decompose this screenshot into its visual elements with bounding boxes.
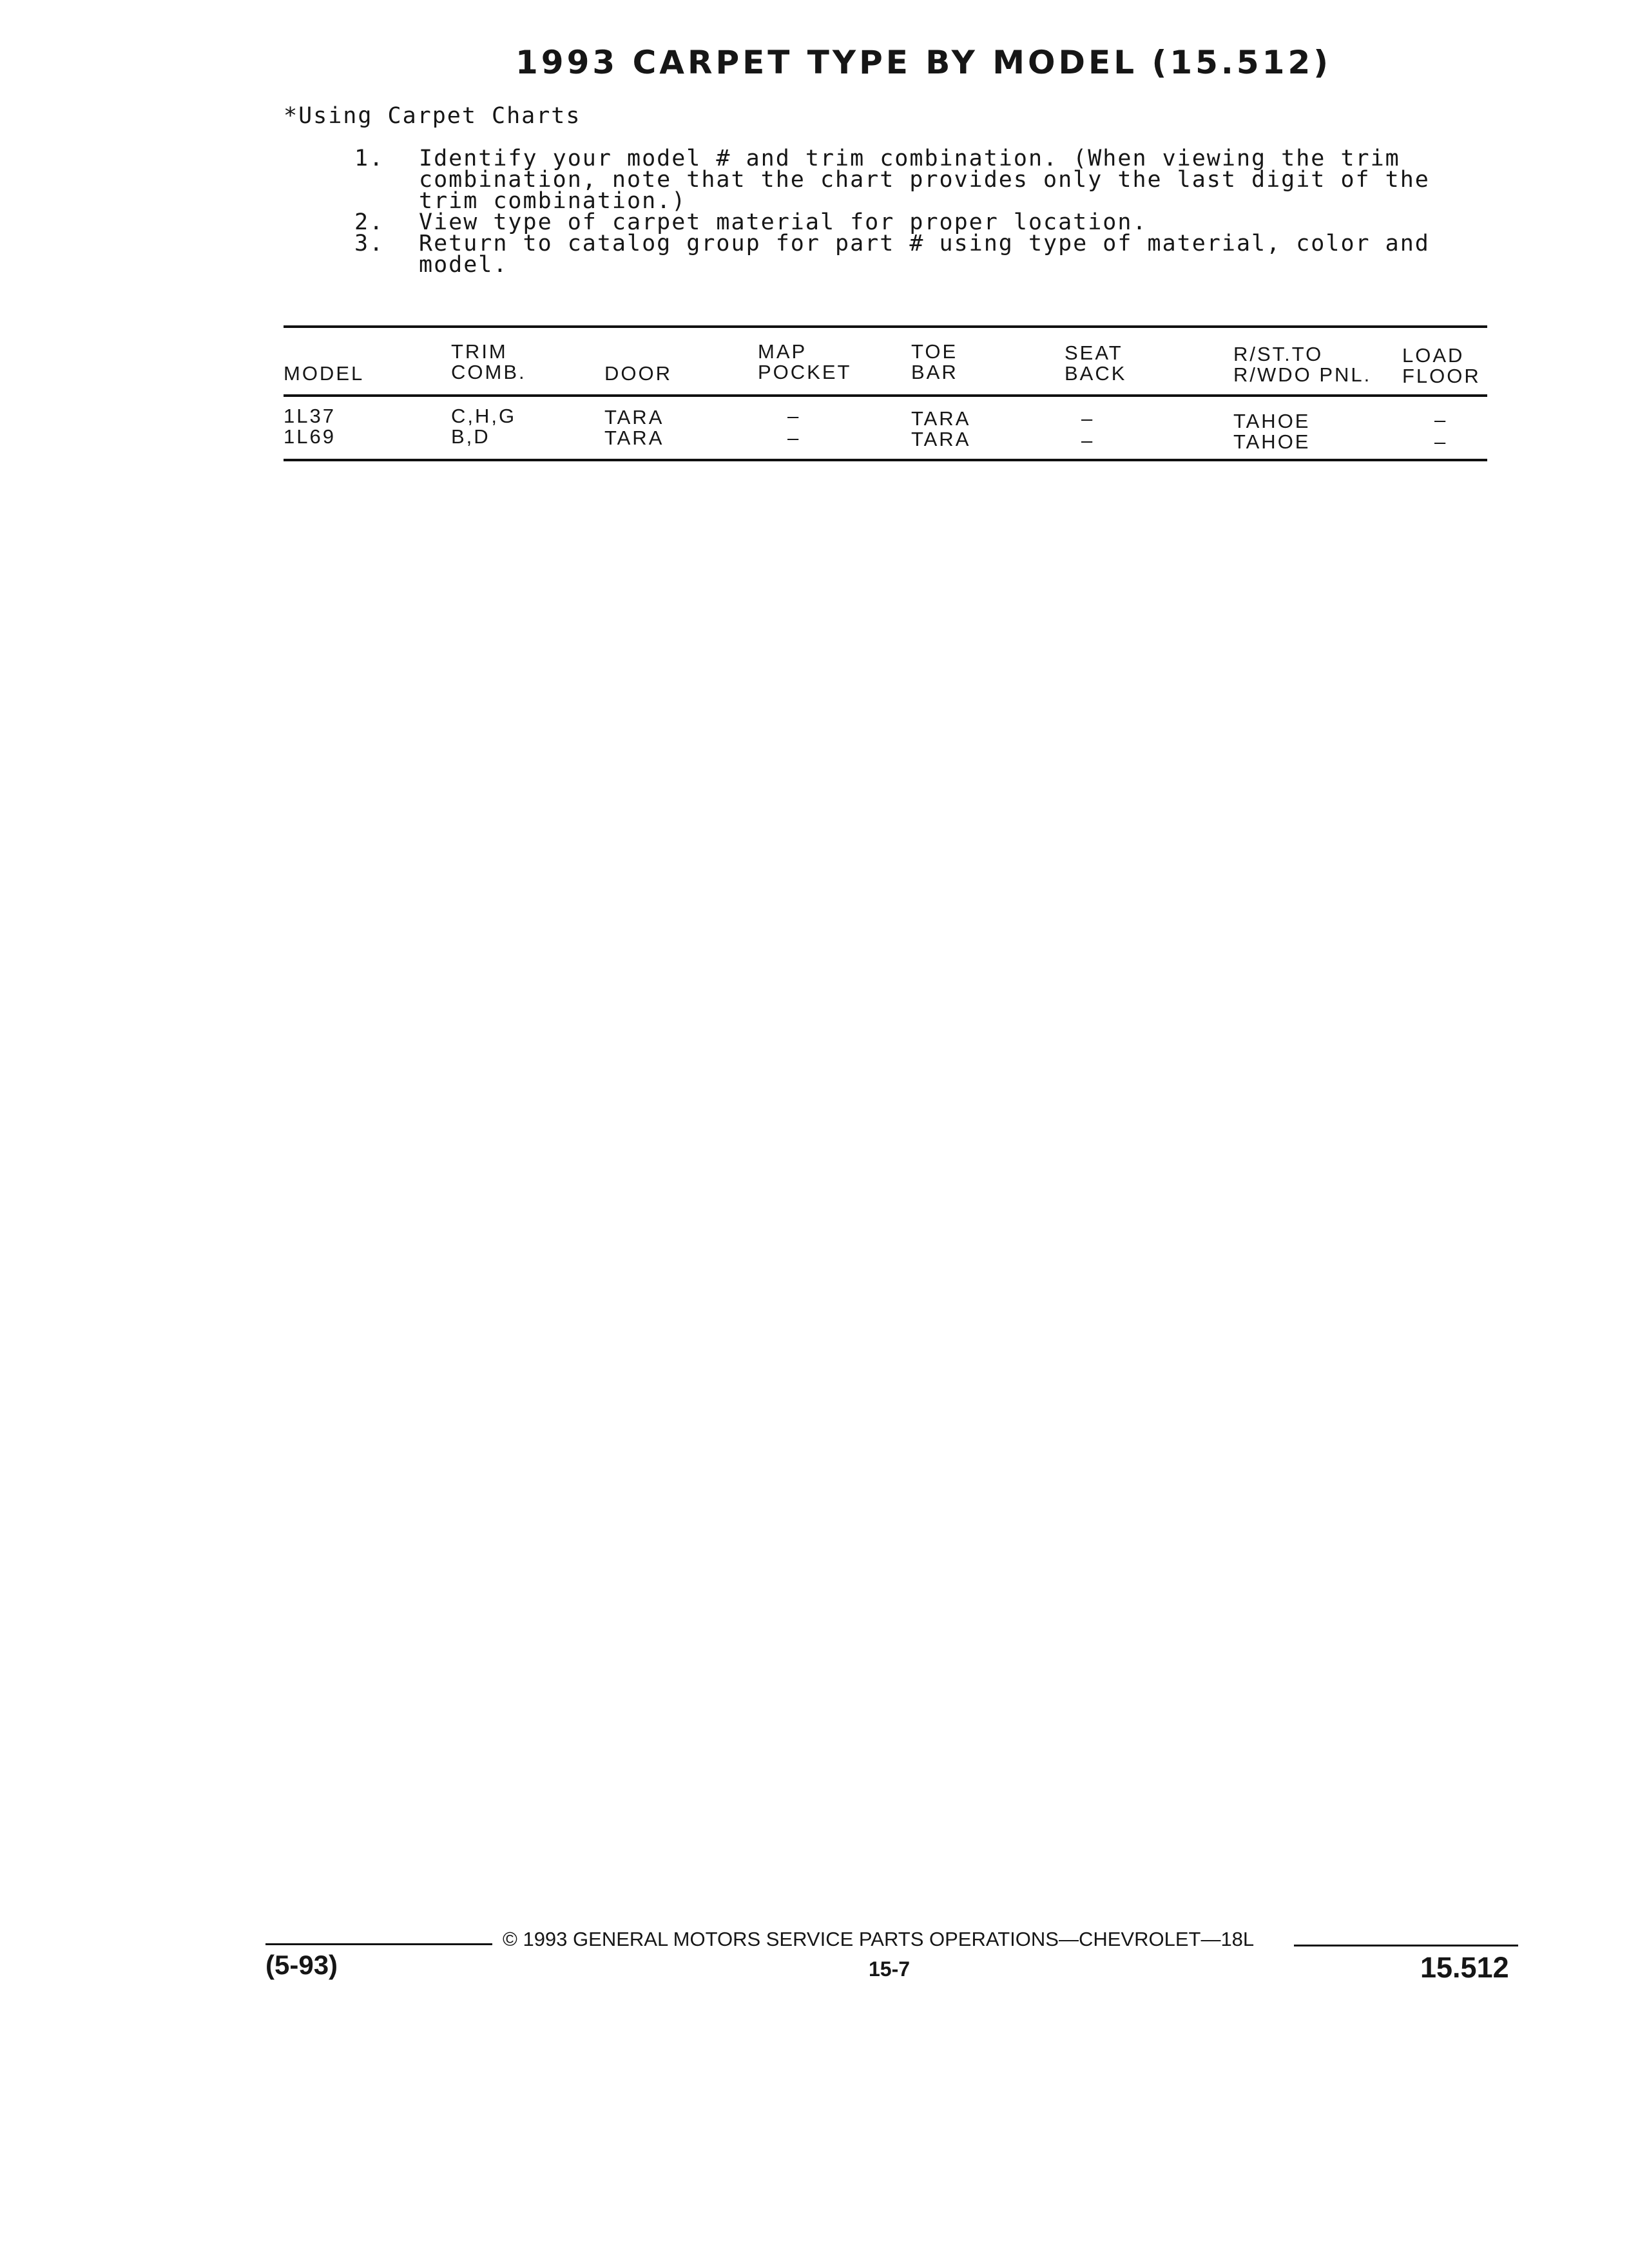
intro-heading: *Using Carpet Charts xyxy=(284,103,581,129)
step-number: 3. xyxy=(354,231,385,256)
cell-load-floor: – xyxy=(1434,430,1448,453)
cell-seat-back: – xyxy=(1081,429,1095,452)
cell-load-floor: – xyxy=(1434,408,1448,431)
footer-rule-left xyxy=(265,1943,492,1945)
instruction-step xyxy=(354,233,1482,276)
instruction-step xyxy=(354,148,1482,212)
cell-trim: C,H,G xyxy=(451,405,517,427)
footer-section-number: 15.512 xyxy=(1420,1951,1509,1984)
step-text: Return to catalog group for part # using type of material, color and model. xyxy=(419,231,1430,278)
header-toe-bar: TOE BAR xyxy=(911,340,958,383)
step-text: View type of carpet material for proper location. xyxy=(419,209,1148,235)
header-trim-comb: TRIM COMB. xyxy=(451,340,526,383)
table-header-rule xyxy=(284,394,1487,397)
cell-map-pocket: – xyxy=(787,427,801,449)
cell-toe-bar: TARA xyxy=(911,407,971,430)
cell-door: TARA xyxy=(604,406,664,428)
step-number: 2. xyxy=(354,209,385,235)
page-title: 1993 CARPET TYPE BY MODEL (15.512) xyxy=(516,44,1332,81)
step-text: Identify your model # and trim combination. (When viewing the trim combination, note that the chart provides only the last digit of the trim combination.) xyxy=(419,146,1430,214)
cell-model: 1L69 xyxy=(284,425,336,448)
cell-seat-back: – xyxy=(1081,407,1095,430)
header-map-pocket: MAP POCKET xyxy=(758,340,852,383)
step-number: 1. xyxy=(354,146,385,171)
cell-map-pocket: – xyxy=(787,405,801,427)
instruction-list xyxy=(354,148,1482,276)
cell-model: 1L37 xyxy=(284,405,336,427)
footer-copyright: © 1993 GENERAL MOTORS SERVICE PARTS OPERATIONS—CHEVROLET—18L xyxy=(503,1928,1255,1950)
header-door: DOOR xyxy=(604,362,672,385)
header-seat-back: SEAT BACK xyxy=(1065,341,1127,385)
cell-toe-bar: TARA xyxy=(911,428,971,450)
table-top-rule xyxy=(284,325,1487,328)
table-bottom-rule xyxy=(284,459,1487,461)
header-load-floor: LOAD FLOOR xyxy=(1402,344,1481,387)
cell-door: TARA xyxy=(604,427,664,449)
footer-revision-date: (5-93) xyxy=(265,1950,338,1980)
header-model: MODEL xyxy=(284,362,365,385)
footer-page-number: 15-7 xyxy=(869,1957,911,1981)
cell-rst-rwdo-pnl: TAHOE xyxy=(1233,410,1311,432)
header-rst-rwdo-pnl: R/ST.TO R/WDO PNL. xyxy=(1233,343,1372,386)
cell-rst-rwdo-pnl: TAHOE xyxy=(1233,430,1311,453)
cell-trim: B,D xyxy=(451,425,490,448)
footer-rule-right xyxy=(1294,1945,1518,1946)
